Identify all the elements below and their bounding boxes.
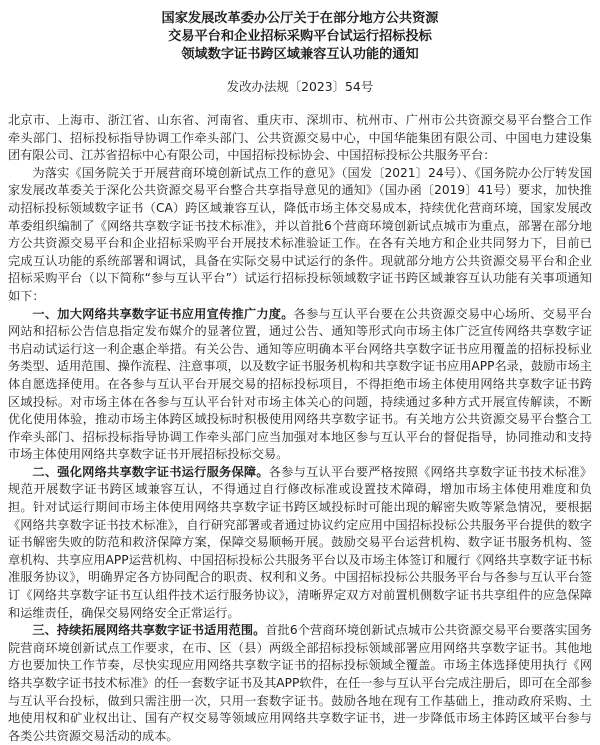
section-body: 各参与互认平台要在公共资源交易中心场所、交易平台网站和招标公告信息指定发布媒介的显著位置，通过公告、通知等形式向市场主体广泛宣传网络共享数字证书启动试运行这一利企惠企举措。有关公告、通知等应明确本平台网络共享数字证书应用覆盖的招标投标业务类型、适用范围、操作流程、注意事项，以及数字证书服务机构和共享数字证书应用APP名录，鼓励市场主体自愿选择使用。在各参与互认平台开展交易的招标投标项目，不得拒绝市场主体使用网络共享数字证书跨区域投标。对市场主体在各参与互认平台针对市场主体关心的问题，持续通过多种方式开展宣传解读，不断优化使用体验，推动市场主体跨区域投标时积极使用网络共享数字证书。有关地方公共资源交易平台整合工作牵头部门、招标投标指导协调工作牵头部门应当加强对本地区参与互认平台的督促指导，协同推动和支持市场主体使用网络共享数字证书开展招标投标交易。 xyxy=(8,306,593,462)
document-title xyxy=(8,10,592,64)
section-body: 首批6个营商环境创新试点城市公共资源交易平台要落实国务院营商环境创新试点工作要求，在市、区（县）两级全部招标投标领域部署应用网络共享数字证书。其他地方也要加快工作节奏，尽快实现应用网络共享数字证书的招标投标领域全覆盖。市场主体选择使用执行《网络共享数字证书技术标准》的任一套数字证书及其APP软件，在任一参与互认平台完成注册后，即可在全部参与互认平台投标，做到只需注册一次，只用一套数字证书。鼓励各地在现有工作基础上，推动政府采购、土地使用权和矿业权出让、国有产权交易等领域应用网络共享数字证书，进一步降低市场主体跨区域平台参与各类公共资源交易活动的成本。 xyxy=(8,623,593,743)
section-paragraph-1 xyxy=(8,306,592,464)
recipients-paragraph: 北京市、上海市、浙江省、山东省、河南省、重庆市、深圳市、杭州市、广州市公共资源交易平台整合工作牵头部门、招标投标指导协调工作牵头部门、公共资源交易中心，中国华能集团有限公司、中国电力建设集团有限公司、江苏省招标中心有限公司，中国招标投标协会、中国招标投标公共服务平台： xyxy=(8,113,592,163)
title-line: 领域数字证书跨区域兼容互认功能的通知 xyxy=(181,47,419,62)
document-body xyxy=(8,165,592,745)
title-line: 国家发展改革委办公厅关于在部分地方公共资源 xyxy=(161,11,439,26)
section-heading: 一、加大网络共享数字证书应用宣传推广力度。 xyxy=(32,306,294,321)
section-heading: 二、强化网络共享数字证书运行服务保障。 xyxy=(32,464,269,479)
document-number: 发改办法规〔2023〕54号 xyxy=(226,79,374,94)
section-paragraph-2 xyxy=(8,464,592,622)
title-line: 交易平台和企业招标采购平台试运行招标投标 xyxy=(168,29,432,44)
section-body: 各参与互认平台要严格按照《网络共享数字证书技术标准》规范开展数字证书跨区域兼容互认，不得通过自行修改标准或设置技术障碍，增加市场主体使用难度和负担。针对试运行期间市场主体使用网络共享数字证书跨区域投标时可能出现的解密失败等紧急情况，要根据《网络共享数字证书技术标准》，自行研究部署或者通过协议约定应用中国招标投标公共服务平台提供的数字证书解密失败的防范和救济保障方案，保障交易顺畅开展。鼓励交易平台运营机构、数字证书服务机构、签章机构、共享应用APP运营机构、中国招标投标公共服务平台以及市场主体签订和履行《网络共享数字证书标准服务协议》，明确界定各方协同配合的职责、权利和义务。中国招标投标公共服务平台与各参与互认平台签订《网络共享数字证书互认组件技术运行服务协议》，清晰界定双方对前置机侧数字证书共享组件的应急保障和运维责任，确保交易网络安全正常运行。 xyxy=(8,464,593,620)
intro-paragraph: 为落实《国务院关于开展营商环境创新试点工作的意见》（国发〔2021〕24号）、《国务院办公厅转发国家发展改革委关于深化公共资源交易平台整合共享指导意见的通知》（国办函〔2019〕41号）要求，加快推动招标投标领域数字证书（CA）跨区域兼容互认，降低市场主体交易成本，持续优化营商环境，国家发展改革委组织编制了《网络共享数字证书技术标准》，并以首批6个营商环境创新试点城市为重点，部署在部分地方公共资源交易平台和企业招标采购平台开展技术标准验证工作。在各有关地方和企业共同努力下，目前已完成互认功能的系统部署和调试，具备在实际交易中试运行的条件。现就部分地方公共资源交易平台和企业招标采购平台（以下简称“参与互认平台”）试运行招标投标领域数字证书跨区域兼容互认功能有关事项通知如下： xyxy=(8,165,592,303)
section-heading: 三、持续拓展网络共享数字证书适用范围。 xyxy=(32,623,266,638)
section-paragraph-3 xyxy=(8,622,592,745)
